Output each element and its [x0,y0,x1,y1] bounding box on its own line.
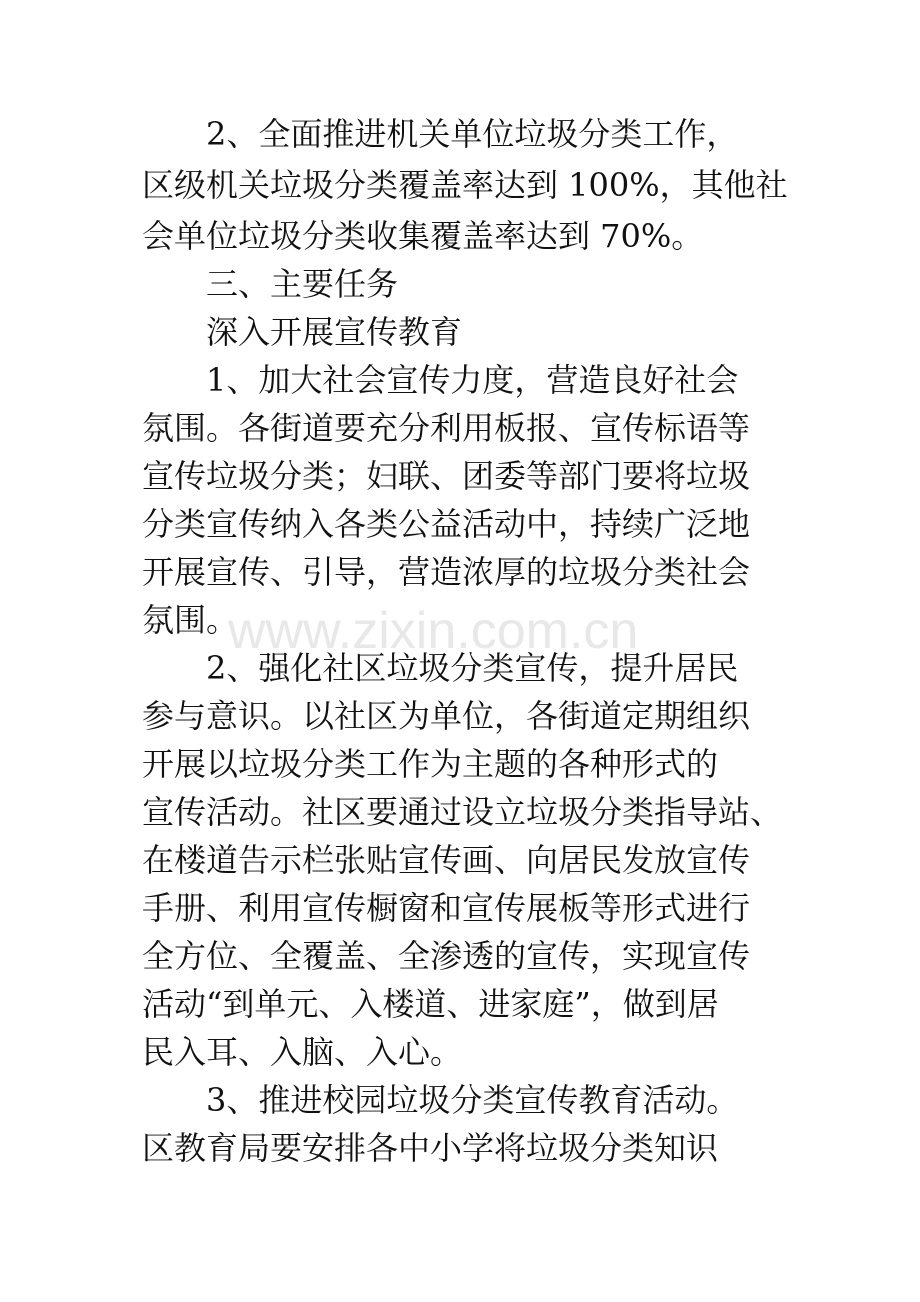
text-line: 全方位、全覆盖、全渗透的宣传，实现宣传 [142,937,751,975]
text-line: 分类宣传纳入各类公益活动中，持续广泛地 [142,505,751,543]
text-line: 氛围。各街道要充分利用板报、宣传标语等 [142,409,751,447]
text-line: 区级机关垃圾分类覆盖率达到 100%，其他社 [142,166,788,204]
text-line: 会单位垃圾分类收集覆盖率达到 70%。 [142,217,704,255]
text-line: 3、推进校园垃圾分类宣传教育活动。 [206,1081,739,1119]
text-line: 开展宣传、引导，营造浓厚的垃圾分类社会 [142,553,751,591]
text-line: 开展以垃圾分类工作为主题的各种形式的 [142,745,719,783]
text-line: 1、加大社会宣传力度，营造良好社会 [206,361,739,399]
text-line: 氛围。 [142,601,239,639]
text-line: 在楼道告示栏张贴宣传画、向居民发放宣传 [142,841,751,879]
text-line: 2、全面推进机关单位垃圾分类工作， [206,115,739,153]
text-line: 手册、利用宣传橱窗和宣传展板等形式进行 [142,889,751,927]
text-line: 民入耳、入脑、入心。 [142,1033,463,1071]
watermark: www.zixin.com.cn [228,602,639,660]
subsection-heading: 深入开展宣传教育 [206,313,463,351]
text-line: 活动“到单元、入楼道、进家庭”，做到居 [142,985,719,1023]
text-line: 宣传垃圾分类；妇联、团委等部门要将垃圾 [142,457,751,495]
text-line: 区教育局要安排各中小学将垃圾分类知识 [142,1129,719,1167]
text-line: 宣传活动。社区要通过设立垃圾分类指导站、 [142,793,783,831]
text-line: 2、强化社区垃圾分类宣传，提升居民 [206,649,739,687]
text-line: 参与意识。以社区为单位，各街道定期组织 [142,697,751,735]
section-heading: 三、主要任务 [206,265,399,303]
